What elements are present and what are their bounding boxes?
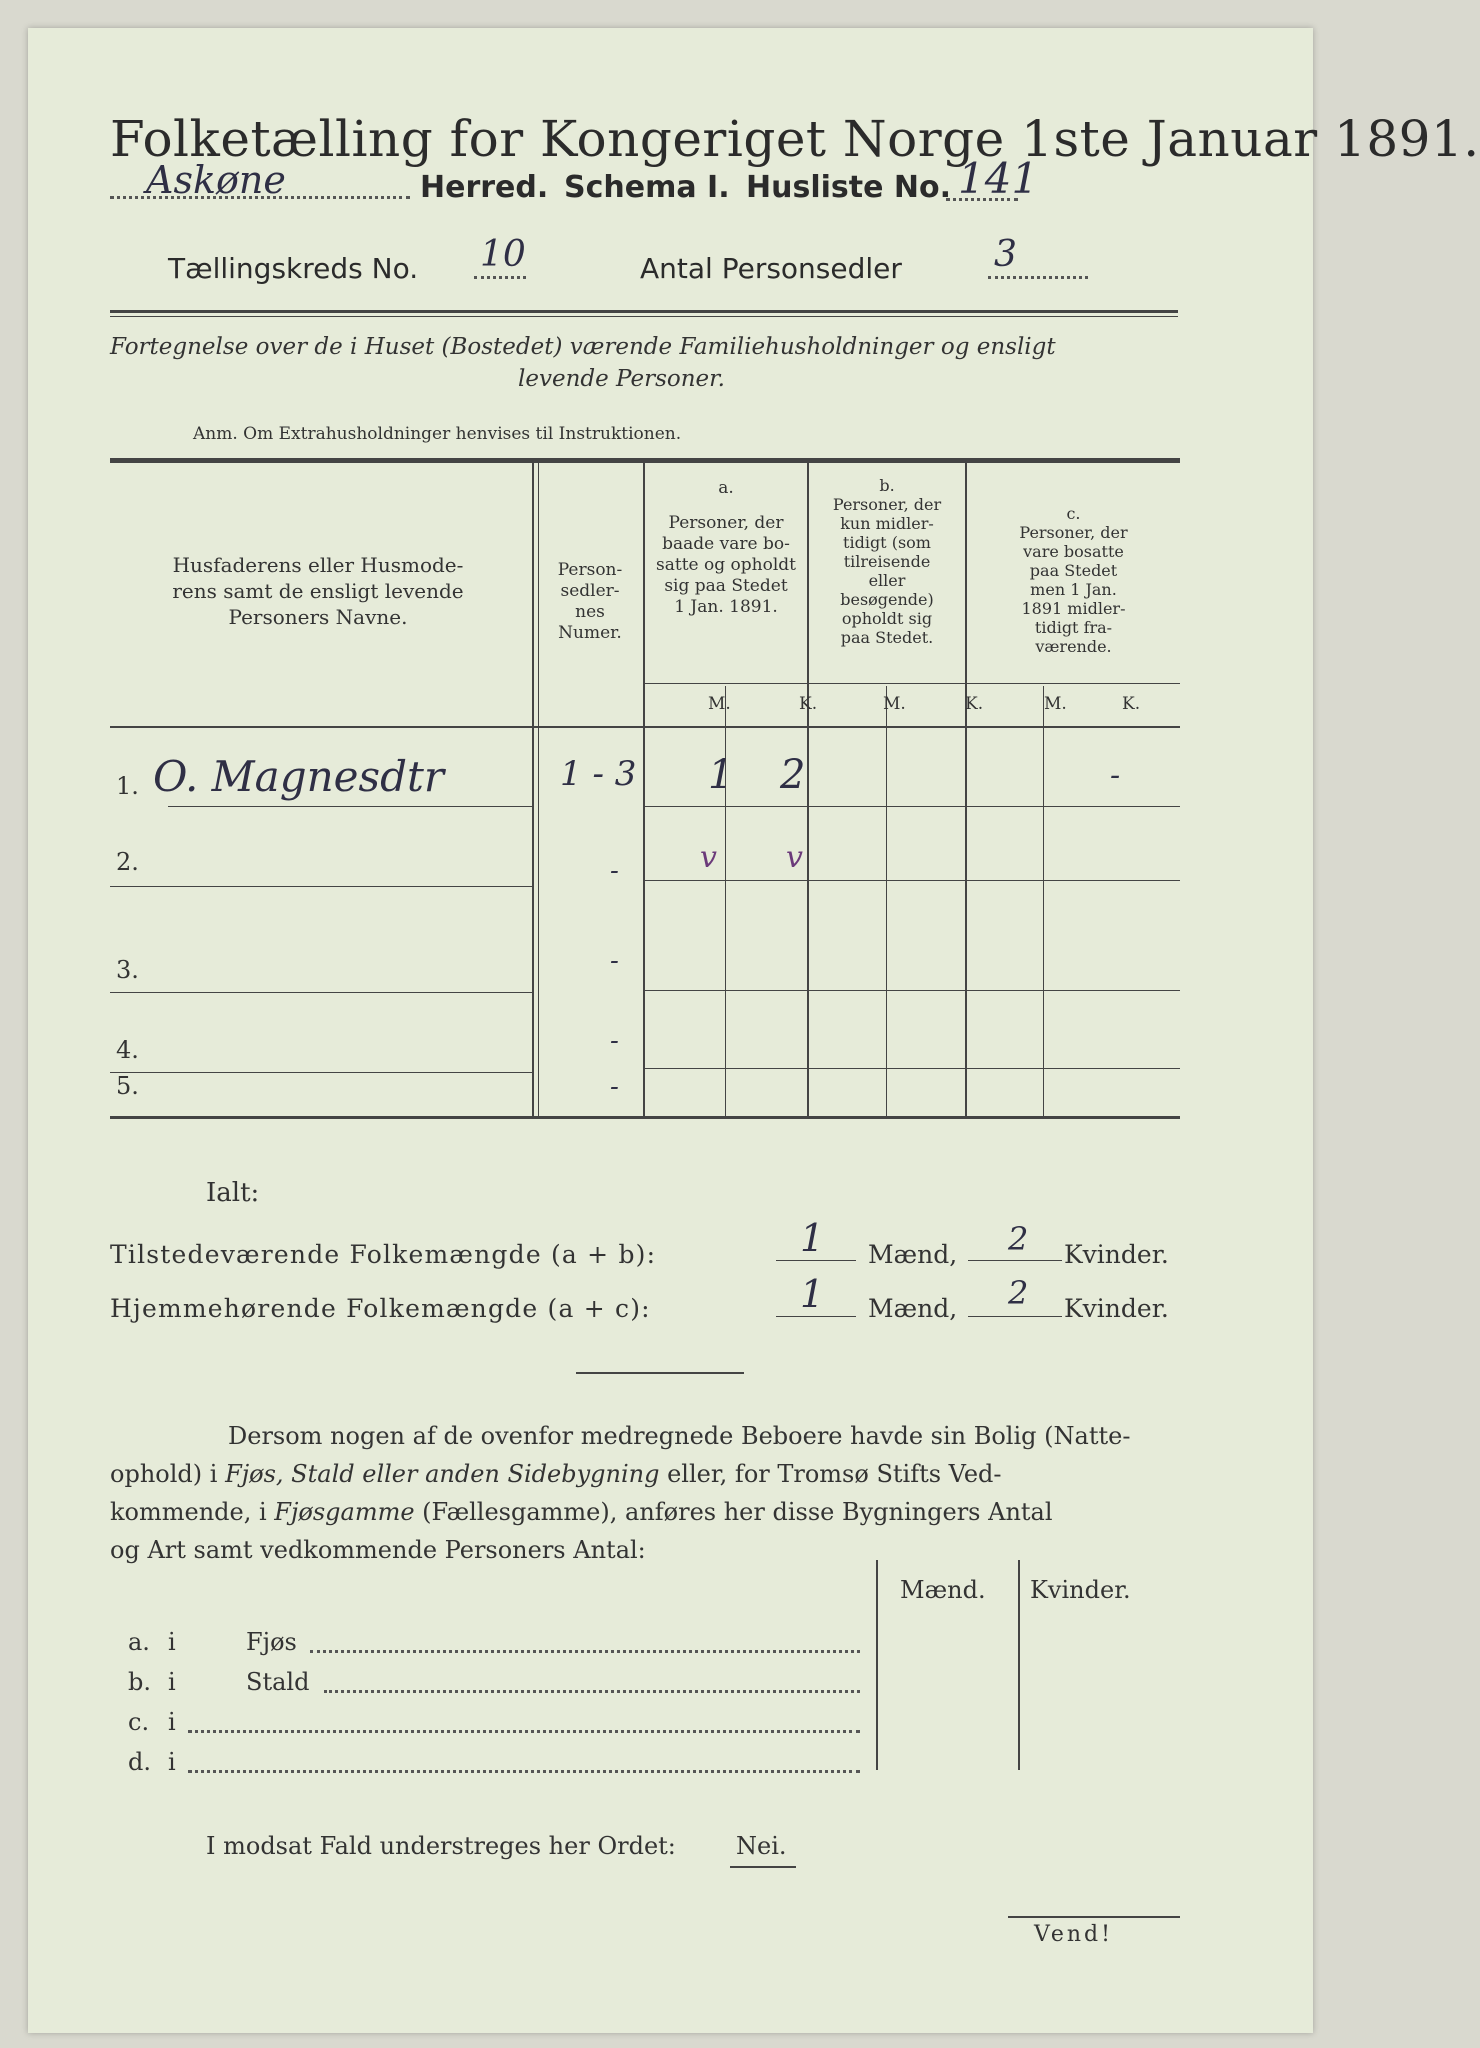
row2-a-k: v bbox=[786, 840, 803, 875]
col-divider-b-mk bbox=[886, 686, 887, 1116]
buildings-maend-header: Mænd. bbox=[900, 1576, 986, 1604]
row4-num: - bbox=[610, 1026, 619, 1056]
row2-rule-name bbox=[110, 886, 532, 887]
schema-label: Schema I. bbox=[564, 170, 730, 205]
paragraph-line2: ophold) i Fjøs, Stald eller anden Sidebygning eller, for Tromsø Stifts Ved- bbox=[110, 1460, 1002, 1488]
row2-rule-data bbox=[645, 880, 1180, 881]
paragraph-line1: Dersom nogen af de ovenfor medregnede Beboere havde sin Bolig (Natte- bbox=[228, 1422, 1131, 1450]
header-rule-thin bbox=[110, 316, 1178, 317]
row1-a-m: 1 bbox=[708, 752, 734, 798]
building-b-i: i bbox=[168, 1668, 176, 1696]
b-m-label: M. bbox=[883, 694, 906, 714]
building-b-dots bbox=[324, 1690, 860, 1693]
subtitle-line1: Fortegnelse over de i Huset (Bostedet) værende Familiehusholdninger og ensligt bbox=[110, 334, 1056, 360]
building-a-label: Fjøs bbox=[246, 1628, 297, 1656]
totals-line1-kvinder: Kvinder. bbox=[1064, 1240, 1169, 1269]
building-b-letter: b. bbox=[128, 1668, 151, 1696]
col-divider-c-mk bbox=[1043, 686, 1044, 1116]
row1-c-k: - bbox=[1110, 758, 1121, 793]
ialt-label: Ialt: bbox=[206, 1178, 260, 1208]
kreds-label: Tællingskreds No. bbox=[168, 252, 419, 285]
row3-rule-name bbox=[110, 992, 532, 993]
totals-line2-label: Hjemmehørende Folkemængde (a + c): bbox=[110, 1294, 651, 1323]
husliste-label: Husliste No. bbox=[746, 170, 951, 205]
vend-rule bbox=[1008, 1916, 1180, 1918]
totals-line2-kvinder: Kvinder. bbox=[1064, 1294, 1169, 1323]
row1-number: 1. bbox=[116, 772, 139, 800]
mk-header-rule bbox=[645, 683, 1180, 684]
col-divider-name-thin bbox=[538, 463, 539, 1116]
totals-line2-maend: Mænd, bbox=[868, 1294, 958, 1323]
row1-rule-data bbox=[645, 806, 1180, 807]
census-form-page bbox=[28, 28, 1480, 2033]
building-a-dots bbox=[310, 1650, 860, 1653]
row1-name: O. Magnesdtr bbox=[153, 752, 444, 801]
totals-line2-k: 2 bbox=[1008, 1274, 1029, 1312]
paragraph-line4: og Art samt vedkommende Personers Antal: bbox=[110, 1536, 646, 1564]
building-c-i: i bbox=[168, 1708, 176, 1736]
totals-line2-m-rule bbox=[776, 1316, 856, 1317]
herred-label: Herred. bbox=[420, 170, 549, 205]
building-d-dots bbox=[188, 1770, 860, 1773]
row5-number: 5. bbox=[116, 1072, 139, 1100]
totals-line2-k-rule bbox=[968, 1316, 1062, 1317]
row1-num: 1 - 3 bbox=[560, 754, 637, 794]
kreds-value: 10 bbox=[480, 234, 526, 275]
vend-text: Vend! bbox=[1034, 1922, 1113, 1947]
totals-line1-maend: Mænd, bbox=[868, 1240, 958, 1269]
totals-line1-k-rule bbox=[968, 1260, 1062, 1261]
antal-value: 3 bbox=[994, 234, 1017, 275]
totals-line1-k: 2 bbox=[1008, 1220, 1029, 1258]
row4-number: 4. bbox=[116, 1036, 139, 1064]
b-k-label: K. bbox=[965, 694, 984, 714]
a-m-label: M. bbox=[708, 694, 731, 714]
row5-num: - bbox=[610, 1072, 619, 1102]
building-d-i: i bbox=[168, 1748, 176, 1776]
husliste-dotted-line bbox=[946, 198, 1018, 201]
buildings-kvinder-header: Kvinder. bbox=[1030, 1576, 1131, 1604]
col-header-num: Person- sedler- nes Numer. bbox=[557, 560, 623, 643]
totals-line1-label: Tilstedeværende Folkemængde (a + b): bbox=[110, 1240, 657, 1269]
building-d-letter: d. bbox=[128, 1748, 151, 1776]
row3-rule-data bbox=[645, 990, 1180, 991]
a-k-label: K. bbox=[799, 694, 818, 714]
building-a-letter: a. bbox=[128, 1628, 150, 1656]
buildings-divider-right bbox=[1018, 1560, 1020, 1770]
table-header-rule bbox=[110, 726, 1180, 728]
nei-underline bbox=[730, 1866, 796, 1868]
antal-dotted-line bbox=[988, 276, 1088, 279]
nei-word: Nei. bbox=[736, 1832, 787, 1860]
building-b-label: Stald bbox=[246, 1668, 310, 1696]
col-divider-a-mk bbox=[725, 686, 726, 1116]
anm-note: Anm. Om Extrahusholdninger henvises til Instruktionen. bbox=[193, 424, 682, 444]
col-header-name: Husfaderens eller Husmode- rens samt de ensligt levende Personers Navne. bbox=[172, 553, 464, 629]
header-rule bbox=[110, 310, 1178, 313]
totals-line2-m: 1 bbox=[800, 1272, 825, 1316]
c-k-label: K. bbox=[1122, 694, 1141, 714]
row4-rule-name bbox=[110, 1072, 532, 1073]
row3-num: - bbox=[610, 946, 619, 976]
row4-rule-data bbox=[645, 1068, 1180, 1069]
row3-number: 3. bbox=[116, 956, 139, 984]
section-separator bbox=[576, 1372, 744, 1374]
totals-line1-m-rule bbox=[776, 1260, 856, 1261]
c-m-label: M. bbox=[1044, 694, 1067, 714]
building-c-letter: c. bbox=[128, 1708, 150, 1736]
row1-a-k: 2 bbox=[780, 752, 806, 798]
col-divider-name bbox=[532, 463, 534, 1116]
row2-a-m: v bbox=[700, 840, 717, 875]
herred-value: Askøne bbox=[146, 158, 286, 202]
table-bottom-rule bbox=[110, 1116, 1180, 1119]
building-a-i: i bbox=[168, 1628, 176, 1656]
col-header-c: c. Personer, der vare bosatte paa Stedet men 1 Jan. 1891 midler- tidigt fra- værende. bbox=[1019, 504, 1128, 656]
table-top-rule bbox=[110, 458, 1180, 463]
husliste-value: 141 bbox=[958, 154, 1039, 203]
totals-line1-m: 1 bbox=[800, 1216, 825, 1260]
kreds-dotted-line bbox=[474, 276, 526, 279]
antal-label: Antal Personsedler bbox=[640, 252, 902, 285]
col-header-b: b. Personer, der kun midler- tidigt (som tilreisende eller besøgende) opholdt sig paa Stedet. bbox=[832, 476, 942, 647]
row1-rule-name bbox=[168, 806, 532, 807]
buildings-divider-left bbox=[876, 1560, 878, 1770]
modsat-text: I modsat Fald understreges her Ordet: bbox=[206, 1832, 676, 1860]
paragraph-line3: kommende, i Fjøsgamme (Fællesgamme), anføres her disse Bygningers Antal bbox=[110, 1498, 1053, 1526]
form-title: Folketælling for Kongeriget Norge 1ste Januar 1891. bbox=[110, 110, 1480, 168]
building-c-dots bbox=[188, 1730, 860, 1733]
row2-num: - bbox=[610, 856, 619, 886]
subtitle-line2: levende Personer. bbox=[518, 366, 725, 392]
col-header-a: a. Personer, der baade vare bo- satte og opholdt sig paa Stedet 1 Jan. 1891. bbox=[656, 478, 796, 617]
row2-number: 2. bbox=[116, 848, 139, 876]
